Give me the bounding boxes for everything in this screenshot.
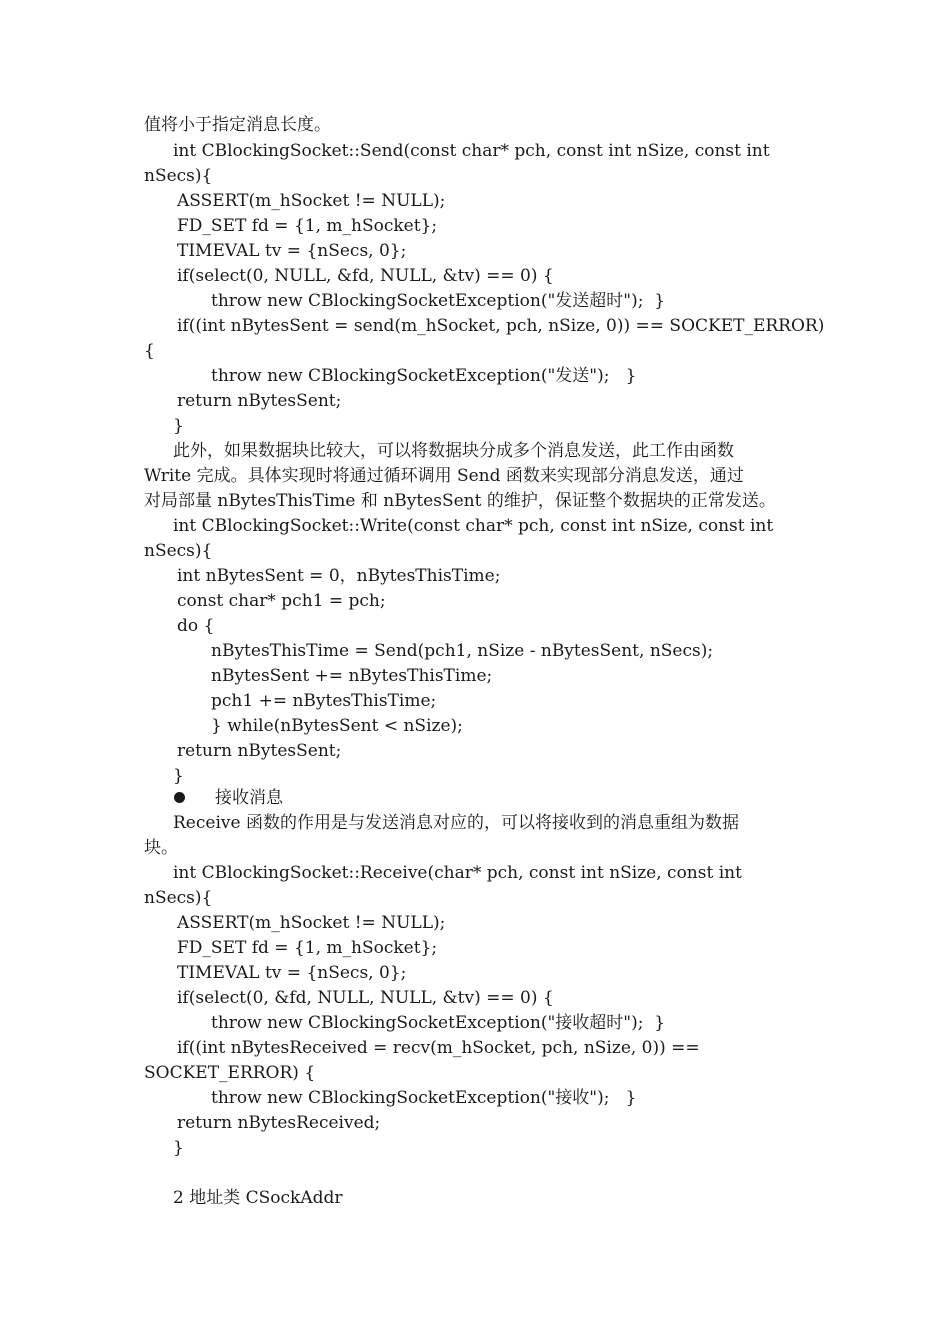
code-line-receive-signature-cont: nSecs){ — [144, 888, 213, 908]
code-line: nBytesThisTime = Send(pch1, nSize - nBytesSent, nSecs); — [211, 641, 714, 661]
code-line: } — [173, 416, 184, 436]
code-line: } while(nBytesSent < nSize); — [211, 716, 463, 736]
paragraph-line: Receive 函数的作用是与发送消息对应的，可以将接收到的消息重组为数据 — [173, 813, 739, 833]
bullet-icon — [174, 792, 185, 803]
code-line: throw new CBlockingSocketException("接收"); } — [211, 1088, 637, 1108]
code-line-send-signature: int CBlockingSocket::Send(const char* pch, const int nSize, const int — [173, 141, 770, 161]
code-line: return nBytesReceived; — [177, 1113, 381, 1133]
code-line: throw new CBlockingSocketException("发送超时"); } — [211, 291, 666, 311]
text-line-1: 值将小于指定消息长度。 — [144, 115, 331, 135]
code-line: throw new CBlockingSocketException("发送"); } — [211, 366, 637, 386]
code-line: } — [173, 1138, 184, 1158]
code-line: FD_SET fd = {1, m_hSocket}; — [177, 216, 438, 236]
code-line: TIMEVAL tv = {nSecs, 0}; — [177, 241, 407, 261]
code-line: int nBytesSent = 0，nBytesThisTime; — [177, 566, 501, 586]
code-line: if(select(0, NULL, &fd, NULL, &tv) == 0) { — [177, 266, 554, 286]
code-line-send-signature-cont: nSecs){ — [144, 166, 213, 186]
code-line: nBytesSent += nBytesThisTime; — [211, 666, 493, 686]
code-line: if((int nBytesReceived = recv(m_hSocket, pch, nSize, 0)) == — [177, 1038, 700, 1058]
code-line: return nBytesSent; — [177, 391, 342, 411]
code-line: const char* pch1 = pch; — [177, 591, 386, 611]
paragraph-line: 块。 — [144, 838, 178, 858]
section-bullet-heading: 接收消息 — [215, 788, 283, 808]
code-line-write-signature-cont: nSecs){ — [144, 541, 213, 561]
code-line: { — [144, 341, 155, 361]
code-line-write-signature: int CBlockingSocket::Write(const char* pch, const int nSize, const int — [173, 516, 774, 536]
code-line: ASSERT(m_hSocket != NULL); — [177, 191, 446, 211]
code-line: FD_SET fd = {1, m_hSocket}; — [177, 938, 438, 958]
paragraph-line: Write 完成。具体实现时将通过循环调用 Send 函数来实现部分消息发送，通过 — [144, 466, 744, 486]
code-line: TIMEVAL tv = {nSecs, 0}; — [177, 963, 407, 983]
code-line: pch1 += nBytesThisTime; — [211, 691, 437, 711]
code-line: return nBytesSent; — [177, 741, 342, 761]
code-line: throw new CBlockingSocketException("接收超时"); } — [211, 1013, 666, 1033]
code-line: SOCKET_ERROR) { — [144, 1063, 316, 1083]
paragraph-line: 此外，如果数据块比较大，可以将数据块分成多个消息发送，此工作由函数 — [173, 441, 734, 461]
paragraph-line: 对局部量 nBytesThisTime 和 nBytesSent 的维护，保证整个数据块的正常发送。 — [144, 491, 776, 511]
code-line: if((int nBytesSent = send(m_hSocket, pch, nSize, 0)) == SOCKET_ERROR) — [177, 316, 825, 336]
code-line-receive-signature: int CBlockingSocket::Receive(char* pch, const int nSize, const int — [173, 863, 742, 883]
section-heading: 2 地址类 CSockAddr — [173, 1188, 343, 1208]
code-line: if(select(0, &fd, NULL, NULL, &tv) == 0) { — [177, 988, 554, 1008]
code-line: ASSERT(m_hSocket != NULL); — [177, 913, 446, 933]
code-line: } — [173, 766, 184, 786]
code-line: do { — [177, 616, 215, 636]
